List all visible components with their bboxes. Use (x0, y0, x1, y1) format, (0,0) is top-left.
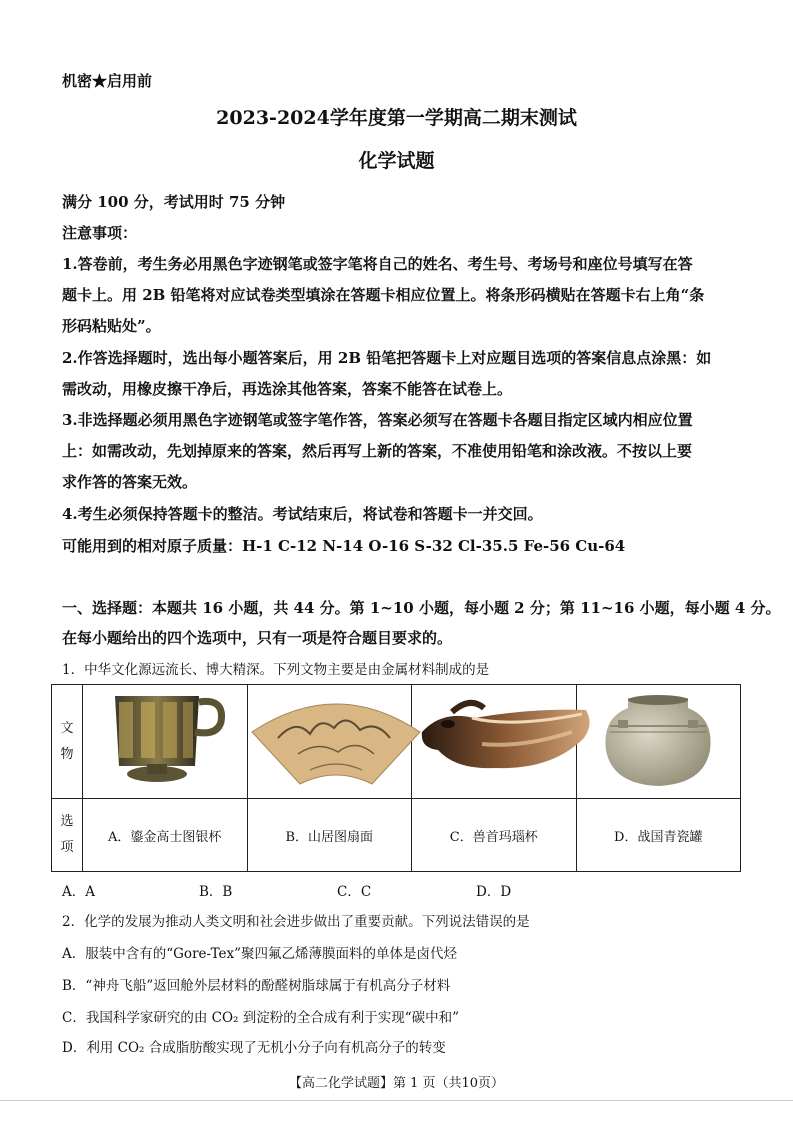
q1-answer-a: A．A (62, 884, 95, 900)
row-head-char: 物 (60, 746, 74, 762)
q1-stem: 1．中华文化源远流长、博大精深。下列文物主要是由金属材料制成的是 (62, 662, 490, 678)
page-footer: 【高二化学试题】第 1 页（共10页） (288, 1076, 505, 1091)
row-head-option (52, 799, 83, 872)
exam-info: 满分 100 分，考试用时 75 分钟 (62, 193, 286, 211)
row-head-char: 项 (60, 840, 74, 855)
note-line: 求作答的答案无效。 (62, 473, 198, 491)
note-line: 3.非选择题必须用黑色字迹钢笔或签字笔作答，答案必须写在答题卡各题目指定区域内相应位置 (62, 411, 693, 429)
q2-option-b: B．“神舟飞船”返回舱外层材料的酚醛树脂球属于有机高分子材料 (62, 978, 451, 994)
option-cell: B．山居图扇面 (247, 799, 412, 872)
option-cell: D．战国青瓷罐 (576, 799, 741, 872)
note-line: 2.作答选择题时，选出每小题答案后，用 2B 铅笔把答题卡上对应题目选项的答案信息点涂黑：如 (62, 349, 712, 367)
footer-divider (0, 1100, 793, 1101)
option-cell: A．鎏金高士图银杯 (83, 799, 248, 872)
exam-title: 2023-2024学年度第一学期高二期末测试 (216, 107, 577, 129)
row-head-artifact (52, 685, 83, 799)
confidential-mark: 机密★启用前 (62, 72, 153, 90)
note-line: 需改动，用橡皮擦干净后，再选涂其他答案，答案不能答在试卷上。 (62, 380, 513, 398)
row-head-char: 选 (60, 814, 74, 829)
note-line: 4.考生必须保持答题卡的整洁。考试结束后，将试卷和答题卡一并交回。 (62, 505, 543, 523)
option-cell: C．兽首玛瑙杯 (412, 799, 577, 872)
artifact-image-agate-cup (412, 685, 577, 799)
exam-subtitle: 化学试题 (358, 150, 435, 172)
section-instruction: 在每小题给出的四个选项中，只有一项是符合题目要求的。 (62, 629, 453, 647)
note-line: 1.答卷前，考生务必用黑色字迹钢笔或签字笔将自己的姓名、考生号、考场号和座位号填写在答 (62, 255, 693, 273)
note-line: 题卡上。用 2B 铅笔将对应试卷类型填涂在答题卡相应位置上。将条形码横贴在答题卡右上角“条 (62, 286, 705, 304)
q2-option-a: A．服装中含有的“Gore-Tex”聚四氟乙烯薄膜面料的单体是卤代烃 (62, 946, 458, 962)
artifact-image-fan (247, 685, 412, 799)
q1-answer-c: C．C (337, 884, 372, 900)
artifact-image-silver-cup (83, 685, 248, 799)
silver-cup-image (95, 688, 235, 792)
q1-answer-d: D．D (476, 884, 512, 900)
atomic-masses: 可能用到的相对原子质量：H-1 C-12 N-14 O-16 S-32 Cl-35.5 Fe-56 Cu-64 (62, 537, 626, 555)
q1-answer-b: B．B (199, 884, 233, 900)
artifact-image-celadon-jar (576, 685, 741, 799)
section-heading: 一、选择题：本题共 16 小题，共 44 分。第 1~10 小题，每小题 2 分；第 11~16 小题，每小题 4 分。 (62, 599, 781, 617)
artifact-table (51, 684, 741, 872)
q2-option-d: D．利用 CO₂ 合成脂肪酸实现了无机小分子向有机高分子的转变 (62, 1040, 446, 1056)
celadon-jar-image (598, 688, 718, 792)
q2-stem: 2．化学的发展为推动人类文明和社会进步做出了重要贡献。下列说法错误的是 (62, 914, 530, 930)
note-line: 上：如需改动，先划掉原来的答案，然后再写上新的答案，不准使用铅笔和涂改液。不按以上要 (62, 442, 693, 460)
notes-heading: 注意事项： (62, 224, 138, 242)
agate-cup-image (412, 688, 596, 792)
fan-painting-image (248, 688, 424, 792)
row-head-char: 文 (60, 720, 74, 736)
note-line: 形码粘贴处”。 (62, 317, 161, 335)
q2-option-c: C．我国科学家研究的由 CO₂ 到淀粉的全合成有利于实现“碳中和” (62, 1010, 460, 1026)
